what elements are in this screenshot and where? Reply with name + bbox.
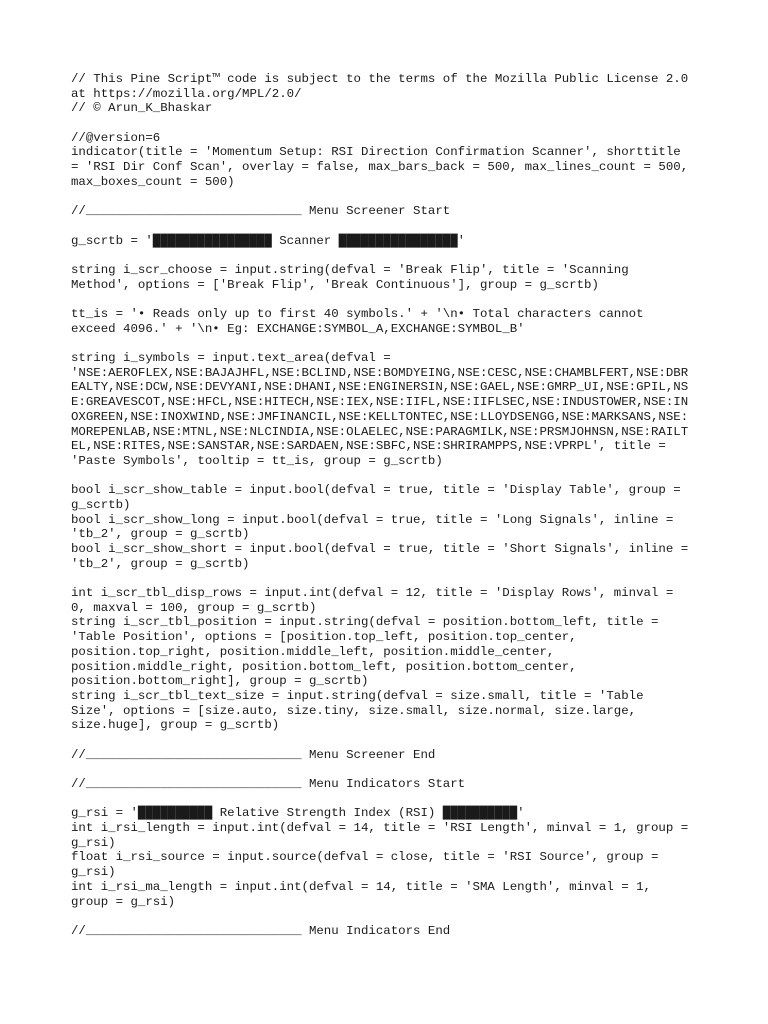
blank-line <box>71 571 711 586</box>
blank-line <box>71 219 711 234</box>
code-line: // This Pine Script™ code is subject to the terms of the Mozilla Public License 2.0 <box>71 72 689 86</box>
code-line: //_____________________________ Menu Screener End <box>71 747 436 762</box>
code-line: int i_rsi_ma_length = input.int(defval = 14, title = 'SMA Length', minval = 1, <box>71 879 651 894</box>
code-document <box>71 72 711 939</box>
code-line: 0, maxval = 100, group = g_scrtb) <box>71 600 317 615</box>
code-line: //@version=6 <box>71 130 161 145</box>
code-line: 'NSE:AEROFLEX,NSE:BAJAJHFL,NSE:BCLIND,NSE:BOMDYEING,NSE:CESC,NSE:CHAMBLFERT,NSE:DBR <box>71 365 689 380</box>
code-line: // © Arun_K_Bhaskar <box>71 101 213 116</box>
blank-line <box>71 292 711 307</box>
code-line: = 'RSI Dir Conf Scan', overlay = false, max_bars_back = 500, max_lines_count = 500, <box>71 160 689 175</box>
code-line: exceed 4096.' + '\n• Eg: EXCHANGE:SYMBOL_A,EXCHANGE:SYMBOL_B' <box>71 321 525 336</box>
code-line: Method', options = ['Break Flip', 'Break Continuous'], group = g_scrtb) <box>71 277 599 292</box>
code-line: group = g_rsi) <box>71 894 176 909</box>
code-line: string i_scr_tbl_position = input.string(defval = position.bottom_left, title = <box>71 615 659 630</box>
code-line: g_rsi = '██████████ Relative Strength Index (RSI) ██████████' <box>71 806 525 821</box>
code-line: string i_scr_tbl_text_size = input.string(defval = size.small, title = 'Table <box>71 688 644 703</box>
code-line: Size', options = [size.auto, size.tiny, size.small, size.normal, size.large, <box>71 703 637 718</box>
code-line: //_____________________________ Menu Indicators End <box>71 923 451 938</box>
code-line: EL,NSE:RITES,NSE:SANSTAR,NSE:SARDAEN,NSE:SBFC,NSE:SHRIRAMPPS,NSE:VPRPL', title = <box>71 439 666 454</box>
code-line: string i_symbols = input.text_area(defval = <box>71 351 391 366</box>
blank-line <box>71 762 711 777</box>
blank-line <box>71 792 711 807</box>
code-line: tt_is = '• Reads only up to first 40 symbols.' + '\n• Total characters cannot <box>71 307 644 321</box>
code-line: bool i_scr_show_long = input.bool(defval = true, title = 'Long Signals', inline = <box>71 512 674 527</box>
code-line: position.middle_right, position.bottom_left, position.bottom_center, <box>71 659 577 674</box>
code-line: 'tb_2', group = g_scrtb) <box>71 556 250 571</box>
code-line: //_____________________________ Menu Screener Start <box>71 204 451 219</box>
code-line: //_____________________________ Menu Indicators Start <box>71 777 466 791</box>
code-line: g_rsi) <box>71 865 116 880</box>
code-line: indicator(title = 'Momentum Setup: RSI Direction Confirmation Scanner', shorttitle <box>71 145 681 160</box>
code-line: E:GREAVESCOT,NSE:HFCL,NSE:HITECH,NSE:IEX,NSE:IIFL,NSE:IIFLSEC,NSE:INDUSTOWER,NSE:IN <box>71 395 689 410</box>
code-line: max_boxes_count = 500) <box>71 174 235 189</box>
code-line: bool i_scr_show_short = input.bool(defval = true, title = 'Short Signals', inline = <box>71 542 689 556</box>
code-line: position.bottom_right], group = g_scrtb) <box>71 674 369 689</box>
code-line: 'tb_2', group = g_scrtb) <box>71 527 250 542</box>
code-line: g_scrtb) <box>71 497 131 512</box>
code-line: 'Paste Symbols', tooltip = tt_is, group = g_scrtb) <box>71 453 443 468</box>
code-line: size.huge], group = g_scrtb) <box>71 718 280 733</box>
blank-line <box>71 190 711 205</box>
code-line: g_scrtb = '████████████████ Scanner ████████████████' <box>71 233 466 248</box>
code-line: position.top_right, position.middle_left, position.middle_center, <box>71 644 555 659</box>
code-line: 'Table Position', options = [position.top_left, position.top_center, <box>71 630 577 645</box>
code-line: MOREPENLAB,NSE:MTNL,NSE:NLCINDIA,NSE:OLAELEC,NSE:PARAGMILK,NSE:PRSMJOHNSN,NSE:RAILT <box>71 424 689 439</box>
blank-line <box>71 909 711 924</box>
code-line: EALTY,NSE:DCW,NSE:DEVYANI,NSE:DHANI,NSE:ENGINERSIN,NSE:GAEL,NSE:GMRP_UI,NSE:GPIL,NS <box>71 380 689 395</box>
code-line: int i_scr_tbl_disp_rows = input.int(defval = 12, title = 'Display Rows', minval = <box>71 586 674 601</box>
blank-line <box>71 116 711 131</box>
blank-line <box>71 336 711 351</box>
code-line: g_rsi) <box>71 835 116 850</box>
code-line: string i_scr_choose = input.string(defval = 'Break Flip', title = 'Scanning <box>71 262 629 277</box>
blank-line <box>71 733 711 748</box>
code-line: float i_rsi_source = input.source(defval = close, title = 'RSI Source', group = <box>71 850 659 865</box>
code-line: OXGREEN,NSE:INOXWIND,NSE:JMFINANCIL,NSE:KELLTONTEC,NSE:LLOYDSENGG,NSE:MARKSANS,NSE: <box>71 409 689 424</box>
code-line: bool i_scr_show_table = input.bool(defval = true, title = 'Display Table', group = <box>71 483 681 498</box>
code-line: int i_rsi_length = input.int(defval = 14, title = 'RSI Length', minval = 1, group = <box>71 821 689 836</box>
blank-line <box>71 469 711 484</box>
code-line: at https://mozilla.org/MPL/2.0/ <box>71 86 302 101</box>
blank-line <box>71 248 711 263</box>
